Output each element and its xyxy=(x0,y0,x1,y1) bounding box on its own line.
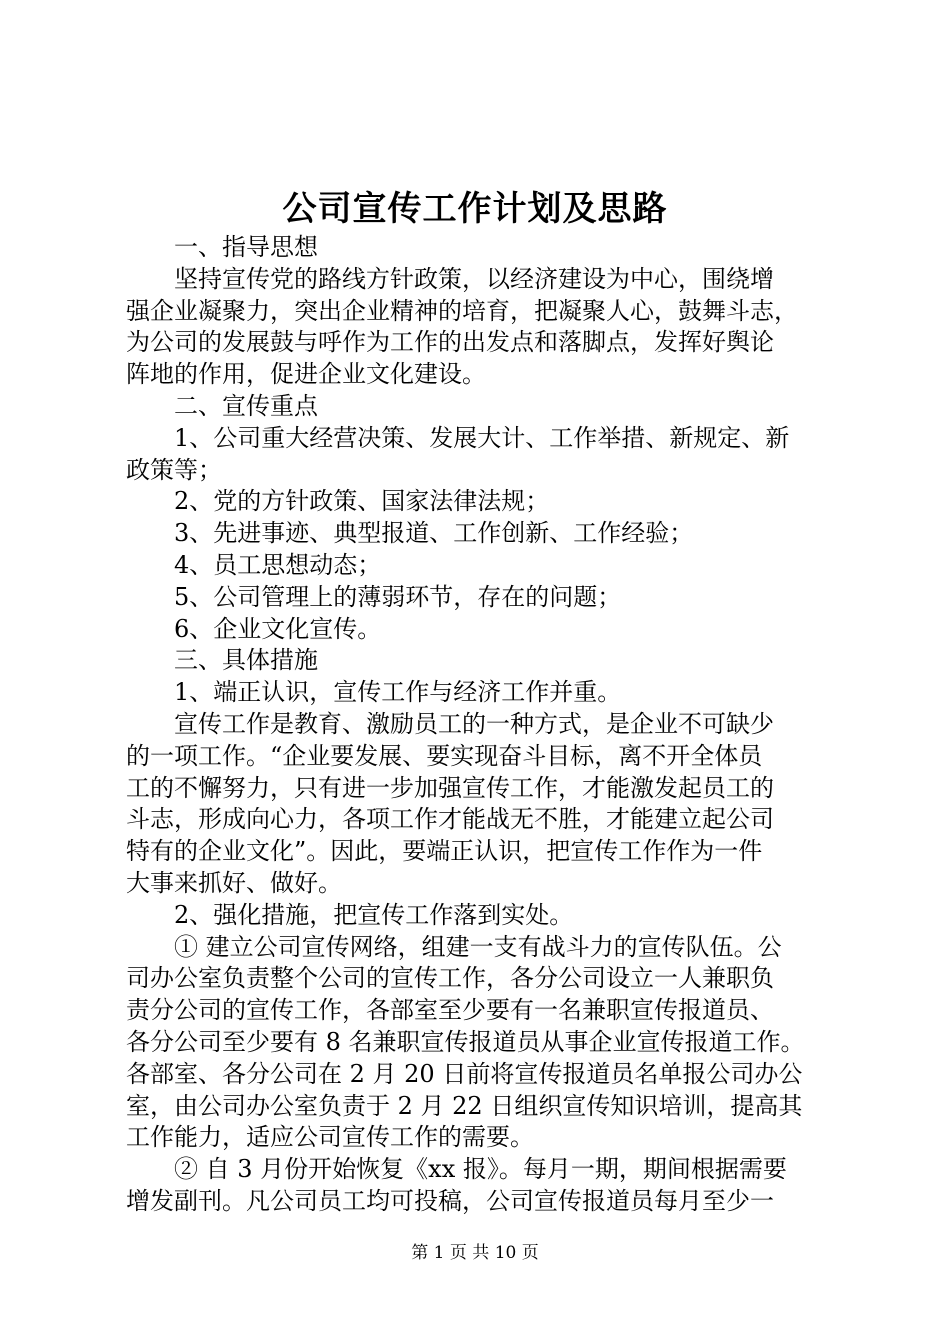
body-line: 二、宣传重点 xyxy=(126,391,318,420)
body-line: ② 自 3 月份开始恢复《xx 报》。每月一期，期间根据需要 xyxy=(126,1155,787,1184)
body-line: 大事来抓好、做好。 xyxy=(126,868,342,897)
body-line: 1、端正认识，宣传工作与经济工作并重。 xyxy=(126,678,622,707)
body-line: 为公司的发展鼓与呼作为工作的出发点和落脚点，发挥好舆论 xyxy=(126,328,774,357)
body-line: 2、强化措施，把宣传工作落到实处。 xyxy=(126,900,574,929)
body-line: 司办公室负责整个公司的宣传工作，各分公司设立一人兼职负 xyxy=(126,964,774,993)
document-title: 公司宣传工作计划及思路 xyxy=(282,189,668,229)
body-line: 责分公司的宣传工作，各部室至少要有一名兼职宣传报道员、 xyxy=(126,996,774,1025)
page-footer: 第 1 页 共 10 页 xyxy=(411,1243,539,1263)
body-line: 宣传工作是教育、激励员工的一种方式，是企业不可缺少 xyxy=(126,709,774,738)
body-line: 强企业凝聚力，突出企业精神的培育，把凝聚人心，鼓舞斗志， xyxy=(126,296,798,325)
body-line: 各分公司至少要有 8 名兼职宣传报道员从事企业宣传报道工作。 xyxy=(126,1027,805,1056)
body-line: 坚持宣传党的路线方针政策，以经济建设为中心，围绕增 xyxy=(126,264,774,293)
body-line: 增发副刊。凡公司员工均可投稿，公司宣传报道员每月至少一 xyxy=(126,1186,774,1215)
body-line: 室，由公司办公室负责于 2 月 22 日组织宣传知识培训，提高其 xyxy=(126,1091,803,1120)
body-line: 5、公司管理上的薄弱环节，存在的问题； xyxy=(126,582,622,611)
body-line: 三、具体措施 xyxy=(126,646,318,675)
body-line: 政策等； xyxy=(126,455,222,484)
body-line: 3、先进事迹、典型报道、工作创新、工作经验； xyxy=(126,519,694,548)
body-line: 的一项工作。“企业要发展、要实现奋斗目标，离不开全体员 xyxy=(126,741,763,770)
body-line: ① 建立公司宣传网络，组建一支有战斗力的宣传队伍。公 xyxy=(126,932,782,961)
body-line: 6、企业文化宣传。 xyxy=(126,614,382,643)
body-line: 一、指导思想 xyxy=(126,233,318,261)
body-line: 特有的企业文化”。因此，要端正认识，把宣传工作作为一件 xyxy=(126,837,763,866)
body-line: 工的不懈努力，只有进一步加强宣传工作，才能激发起员工的 xyxy=(126,773,774,802)
body-line: 2、党的方针政策、国家法律法规； xyxy=(126,487,550,516)
document-body xyxy=(126,232,846,1218)
body-line: 1、公司重大经营决策、发展大计、工作举措、新规定、新 xyxy=(126,423,790,452)
body-line: 阵地的作用，促进企业文化建设。 xyxy=(126,360,486,389)
body-line: 斗志，形成向心力，各项工作才能战无不胜，才能建立起公司 xyxy=(126,805,774,834)
body-line: 4、员工思想动态； xyxy=(126,550,382,579)
body-line: 各部室、各分公司在 2 月 20 日前将宣传报道员名单报公司办公 xyxy=(126,1059,803,1088)
body-line: 工作能力，适应公司宣传工作的需要。 xyxy=(126,1123,534,1152)
